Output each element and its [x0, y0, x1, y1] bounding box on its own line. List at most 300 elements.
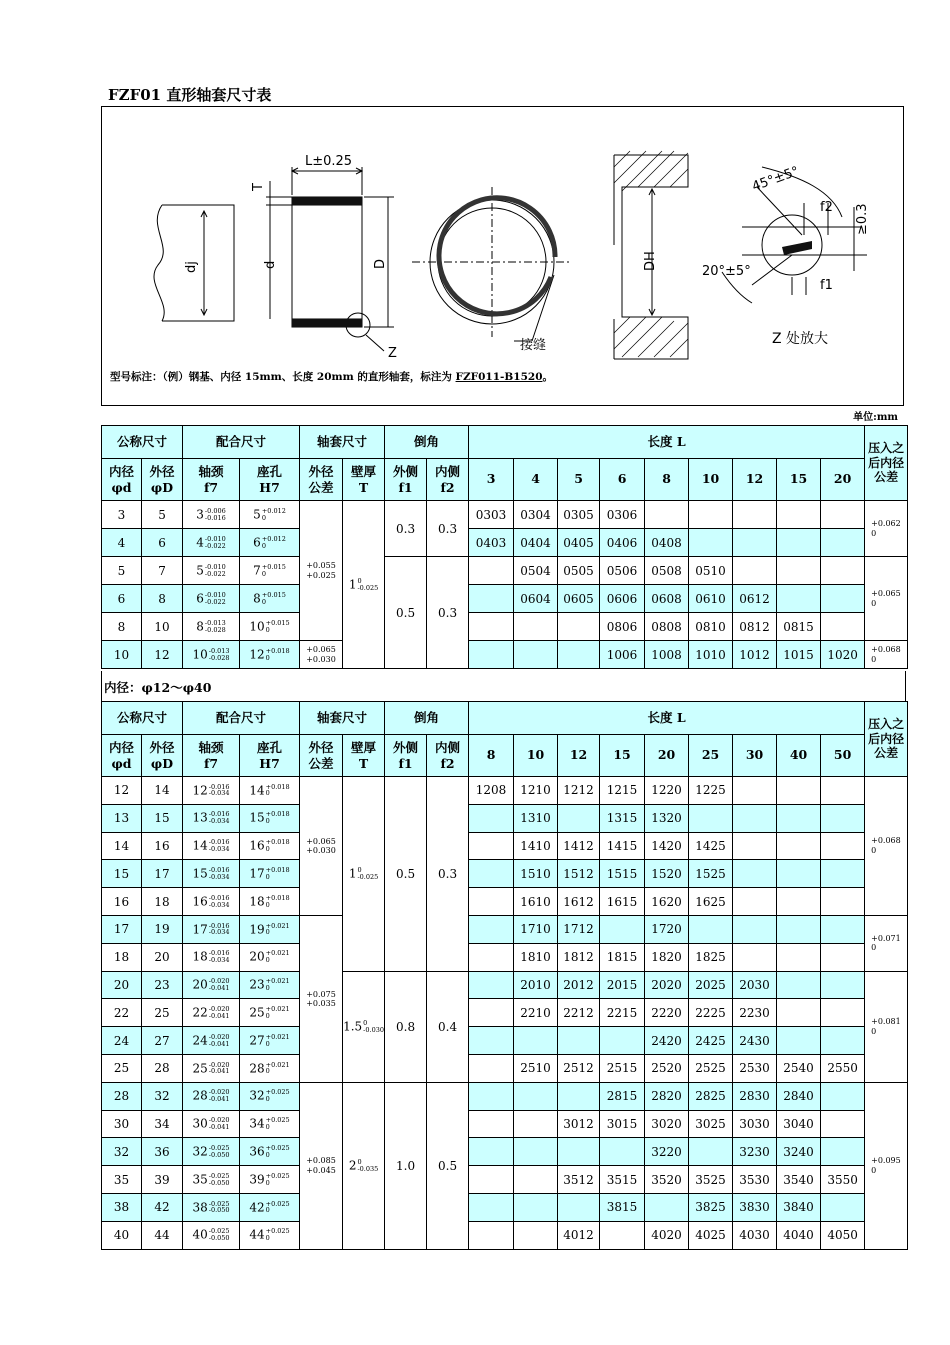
cell-length-code [777, 971, 821, 999]
cell-length-code [469, 888, 514, 916]
cell-od: 5 [142, 501, 183, 529]
header-chamfer: 倒角 [385, 702, 469, 735]
cell-length-code: 2420 [645, 1027, 689, 1055]
tol-limits: -0.016 -0.034 [208, 921, 230, 937]
cell-length-code: 2020 [645, 971, 689, 999]
header-length-col: 8 [645, 459, 689, 501]
header-f1: 外侧 f1 [385, 735, 427, 777]
cell-length-code [821, 501, 865, 529]
unit-label: 单位:mm [853, 412, 898, 423]
tol-limits: +0.018 0 [265, 810, 290, 826]
cell-length-code: 1710 [514, 915, 558, 943]
figure-panel [101, 106, 904, 406]
cell-seat [240, 971, 300, 999]
cell-id: 25 [102, 1054, 142, 1082]
tol-base: 20 [192, 977, 208, 992]
header-sleeve: 轴套尺寸 [300, 426, 385, 459]
tol-base: 38 [192, 1199, 208, 1214]
cell-f1: 0.5 [385, 557, 427, 669]
tol-limits: +0.021 0 [265, 1060, 290, 1076]
cell-length-code [469, 1054, 514, 1082]
table-row [102, 641, 908, 669]
table-row [102, 557, 908, 585]
cell-od: 19 [142, 915, 183, 943]
cell-length-code: 0806 [600, 613, 645, 641]
cell-length-code: 2515 [600, 1054, 645, 1082]
cell-f1: 0.5 [385, 777, 427, 972]
header-wall: 壁厚 T [343, 459, 385, 501]
cell-length-code [558, 1193, 600, 1221]
tol-limits: +0.025 0 [265, 1171, 290, 1187]
cell-shaft [183, 832, 240, 860]
cell-id: 14 [102, 832, 142, 860]
cell-length-code: 1410 [514, 832, 558, 860]
cell-length-code: 2210 [514, 999, 558, 1027]
table-row [102, 1110, 908, 1138]
tol-base: 12 [192, 782, 208, 797]
tol-base: 17 [192, 921, 208, 936]
header-length-col: 10 [514, 735, 558, 777]
header-length-col: 5 [558, 459, 600, 501]
cell-od: 14 [142, 777, 183, 805]
cell-shaft [183, 971, 240, 999]
cell-odtol: +0.075 +0.035 [300, 915, 343, 1082]
page-title: FZF01 直形轴套尺寸表 [108, 86, 272, 104]
cell-length-code: 4050 [821, 1221, 865, 1249]
cell-od: 15 [142, 804, 183, 832]
cell-f2: 0.4 [427, 971, 469, 1082]
cell-shaft [183, 585, 240, 613]
tol-limits: +0.025 0 [265, 1143, 290, 1159]
cell-seat [240, 1193, 300, 1221]
cell-seat [240, 1054, 300, 1082]
cell-id: 13 [102, 804, 142, 832]
cell-od: 27 [142, 1027, 183, 1055]
cell-id: 15 [102, 860, 142, 888]
tol-base: 34 [249, 1116, 265, 1131]
cell-length-code: 2512 [558, 1054, 600, 1082]
tol-base: 8 [196, 619, 204, 633]
cell-seat [240, 943, 300, 971]
cell-od: 39 [142, 1166, 183, 1194]
note-prefix: 型号标注：（例）钢基、内径 15mm、长度 20mm 的直形轴套，标注为 [110, 371, 456, 383]
cell-length-code [777, 557, 821, 585]
tol-limits: +0.015 0 [265, 618, 290, 634]
label-d: d [263, 260, 278, 269]
header-wall: 壁厚 T [343, 735, 385, 777]
cell-length-code: 1012 [733, 641, 777, 669]
cell-length-code: 2015 [600, 971, 645, 999]
header-length-col: 25 [689, 735, 733, 777]
cell-after: +0.065 0 [865, 557, 908, 641]
label-L: L±0.25 [305, 154, 353, 169]
cell-length-code: 1720 [645, 915, 689, 943]
tol-base: 35 [192, 1172, 208, 1187]
tol-limits: -0.020 -0.041 [208, 1032, 230, 1048]
cell-id: 40 [102, 1221, 142, 1249]
cell-seat [240, 999, 300, 1027]
cell-seat [240, 804, 300, 832]
table-row [102, 943, 908, 971]
header-length: 长度 L [469, 702, 865, 735]
table-row [102, 585, 908, 613]
cell-od: 12 [142, 641, 183, 669]
table-row [102, 1221, 908, 1249]
cell-length-code: 4020 [645, 1221, 689, 1249]
tol-base: 4 [196, 535, 204, 549]
table-row [102, 613, 908, 641]
cell-length-code: 2215 [600, 999, 645, 1027]
cell-length-code: 3015 [600, 1110, 645, 1138]
cell-length-code: 1010 [689, 641, 733, 669]
tol-base: 18 [192, 949, 208, 964]
cell-length-code: 3030 [733, 1110, 777, 1138]
tol-limits: -0.025 -0.050 [208, 1143, 230, 1159]
section-band-label: 内径：φ12～φ40 [104, 680, 212, 695]
cell-od: 17 [142, 860, 183, 888]
table-row [102, 832, 908, 860]
table-row [102, 777, 908, 805]
tol-base: 39 [249, 1172, 265, 1187]
header-after: 压入之后内径公差 [865, 702, 908, 777]
table-row [102, 1193, 908, 1221]
tol-limits: -0.016 -0.034 [208, 782, 230, 798]
cell-od: 25 [142, 999, 183, 1027]
cell-od: 23 [142, 971, 183, 999]
cell-length-code [777, 501, 821, 529]
tol-limits: +0.018 0 [265, 838, 290, 853]
cell-length-code [469, 915, 514, 943]
cell-length-code [558, 804, 600, 832]
cell-length-code [600, 1027, 645, 1055]
table-row [102, 1054, 908, 1082]
cell-length-code: 0504 [514, 557, 558, 585]
cell-length-code [469, 943, 514, 971]
header-nominal: 公称尺寸 [102, 426, 183, 459]
tol-limits: +0.021 0 [265, 977, 290, 992]
header-length-col: 3 [469, 459, 514, 501]
label-zoom: Z 处放大 [772, 331, 829, 347]
label-seam: 接缝 [520, 338, 547, 353]
cell-length-code [821, 1138, 865, 1166]
header-shaft: 轴颈 f7 [183, 735, 240, 777]
cell-length-code [733, 860, 777, 888]
cell-after: +0.095 0 [865, 1082, 908, 1249]
header-length-col: 50 [821, 735, 865, 777]
cell-length-code: 1620 [645, 888, 689, 916]
cell-length-code [777, 1027, 821, 1055]
tol-limits: +0.018 0 [265, 893, 290, 909]
cell-length-code: 0810 [689, 613, 733, 641]
cell-length-code [514, 613, 558, 641]
header-after: 压入之后内径公差 [865, 426, 908, 501]
cell-length-code [733, 777, 777, 805]
cell-length-code: 3520 [645, 1166, 689, 1194]
tol-base: 16 [249, 838, 265, 853]
tol-base: 25 [249, 1005, 265, 1020]
cell-length-code: 3825 [689, 1193, 733, 1221]
tol-base: 18 [249, 894, 265, 909]
cell-length-code [514, 1138, 558, 1166]
cell-length-code [469, 585, 514, 613]
tol-limits: +0.015 0 [261, 590, 286, 606]
cell-length-code: 3840 [777, 1193, 821, 1221]
cell-length-code: 3525 [689, 1166, 733, 1194]
cell-f2: 0.5 [427, 1082, 469, 1249]
cell-length-code [733, 888, 777, 916]
cell-length-code [689, 1138, 733, 1166]
cell-length-code [469, 1027, 514, 1055]
header-length-col: 12 [558, 735, 600, 777]
cell-length-code: 1812 [558, 943, 600, 971]
cell-length-code [777, 804, 821, 832]
cell-length-code [514, 1082, 558, 1110]
section-band [101, 671, 906, 701]
cell-length-code [689, 915, 733, 943]
cell-length-code: 1825 [689, 943, 733, 971]
cell-length-code: 1610 [514, 888, 558, 916]
cell-length-code: 3230 [733, 1138, 777, 1166]
cell-length-code: 0604 [514, 585, 558, 613]
cell-f1: 1.0 [385, 1082, 427, 1249]
cell-length-code: 1015 [777, 641, 821, 669]
tol-limits: -0.020 -0.041 [208, 1060, 230, 1076]
cell-id: 5 [102, 557, 142, 585]
table-row [102, 915, 908, 943]
cell-length-code [469, 971, 514, 999]
cell-seat [240, 1082, 300, 1110]
cell-length-code: 1215 [600, 777, 645, 805]
cell-length-code: 2525 [689, 1054, 733, 1082]
tol-limits: -0.025 -0.050 [208, 1199, 230, 1215]
cell-length-code [821, 585, 865, 613]
cell-length-code: 1310 [514, 804, 558, 832]
bushing-drawing [102, 107, 903, 405]
cell-length-code [469, 1082, 514, 1110]
tol-limits: +0.021 0 [265, 949, 290, 965]
cell-f2: 0.3 [427, 557, 469, 669]
cell-length-code: 4012 [558, 1221, 600, 1249]
cell-length-code [821, 529, 865, 557]
cell-length-code: 1612 [558, 888, 600, 916]
tol-base: 28 [192, 1088, 208, 1103]
cell-after: +0.068 0 [865, 777, 908, 916]
tol-limits: +0.021 0 [265, 1004, 290, 1020]
header-nominal: 公称尺寸 [102, 702, 183, 735]
tol-limits: -0.020 -0.041 [208, 1088, 230, 1104]
cell-length-code: 0812 [733, 613, 777, 641]
cell-length-code [514, 1027, 558, 1055]
cell-length-code: 2550 [821, 1054, 865, 1082]
cell-seat [240, 777, 300, 805]
label-min: ≥0.3 [855, 203, 870, 235]
tol-base: 24 [192, 1033, 208, 1048]
tol-limits: -0.016 -0.034 [208, 838, 230, 853]
tol-limits: -0.016 -0.034 [208, 949, 230, 965]
cell-length-code [689, 501, 733, 529]
cell-od: 34 [142, 1110, 183, 1138]
tol-limits: +0.018 0 [265, 646, 290, 662]
tol-limits: +0.025 0 [265, 1227, 290, 1243]
table-row [102, 1082, 908, 1110]
tol-base: 1.5 [343, 1019, 363, 1034]
cell-length-code [777, 999, 821, 1027]
header-od: 外径 φD [142, 459, 183, 501]
cell-seat [240, 1221, 300, 1249]
cell-length-code: 0605 [558, 585, 600, 613]
label-angle1: 45°±5° [750, 164, 802, 195]
label-f1: f1 [820, 278, 833, 293]
tol-base: 3 [196, 507, 204, 521]
tol-base: 13 [192, 810, 208, 825]
header-length-col: 12 [733, 459, 777, 501]
cell-length-code: 1210 [514, 777, 558, 805]
header-length-col: 15 [777, 459, 821, 501]
cell-length-code [469, 1193, 514, 1221]
cell-length-code [514, 1193, 558, 1221]
header-fit: 配合尺寸 [183, 426, 300, 459]
cell-shaft [183, 557, 240, 585]
cell-od: 6 [142, 529, 183, 557]
cell-length-code: 0510 [689, 557, 733, 585]
cell-id: 24 [102, 1027, 142, 1055]
tol-limits: -0.020 -0.041 [208, 1004, 230, 1020]
cell-length-code [600, 1221, 645, 1249]
cell-length-code [600, 1138, 645, 1166]
tol-limits: -0.010 -0.022 [204, 534, 226, 550]
cell-after: +0.071 0 [865, 915, 908, 971]
cell-length-code: 1208 [469, 777, 514, 805]
cell-wall [343, 777, 385, 972]
cell-length-code [514, 1166, 558, 1194]
tol-base: 15 [192, 866, 208, 881]
tol-limits: -0.013 -0.028 [208, 646, 230, 662]
cell-length-code: 0303 [469, 501, 514, 529]
cell-length-code: 1225 [689, 777, 733, 805]
tol-limits: -0.016 -0.034 [208, 810, 230, 826]
cell-length-code [821, 1193, 865, 1221]
cell-id: 18 [102, 943, 142, 971]
cell-id: 16 [102, 888, 142, 916]
cell-shaft [183, 777, 240, 805]
cell-length-code: 3025 [689, 1110, 733, 1138]
cell-length-code: 1512 [558, 860, 600, 888]
tol-base: 5 [196, 563, 204, 577]
tol-base: 32 [192, 1144, 208, 1159]
cell-length-code: 1320 [645, 804, 689, 832]
cell-length-code [469, 999, 514, 1027]
cell-length-code: 0403 [469, 529, 514, 557]
cell-length-code [733, 915, 777, 943]
cell-length-code: 3830 [733, 1193, 777, 1221]
tol-base: 1 [348, 577, 357, 591]
tol-limits: +0.012 0 [261, 534, 286, 550]
tol-base: 7 [253, 563, 261, 577]
cell-length-code [733, 943, 777, 971]
tol-base: 1 [348, 866, 357, 881]
cell-length-code [558, 641, 600, 669]
cell-shaft [183, 1166, 240, 1194]
cell-length-code: 3012 [558, 1110, 600, 1138]
tol-base: 6 [196, 591, 204, 605]
cell-id: 20 [102, 971, 142, 999]
tol-limits: 0 -0.025 [357, 576, 379, 592]
note-code: FZF011-B1520 [455, 371, 543, 383]
cell-length-code [733, 529, 777, 557]
cell-length-code: 0815 [777, 613, 821, 641]
cell-id: 8 [102, 613, 142, 641]
cell-od: 10 [142, 613, 183, 641]
cell-length-code [777, 529, 821, 557]
cell-length-code [469, 804, 514, 832]
cell-length-code: 2030 [733, 971, 777, 999]
tol-limits: -0.016 -0.034 [208, 865, 230, 881]
label-D: D [373, 258, 388, 269]
header-length-col: 10 [689, 459, 733, 501]
cell-length-code [558, 1027, 600, 1055]
cell-seat [240, 860, 300, 888]
size-table-1 [101, 425, 908, 669]
header-id: 内径 φd [102, 459, 142, 501]
tol-base: 12 [249, 647, 265, 661]
model-note [110, 369, 553, 384]
cell-id: 32 [102, 1138, 142, 1166]
header-seat: 座孔 H7 [240, 459, 300, 501]
label-Z: Z [388, 346, 397, 361]
cell-shaft [183, 1110, 240, 1138]
label-f2: f2 [820, 200, 833, 215]
tol-limits: -0.013 -0.028 [204, 618, 226, 634]
cell-od: 8 [142, 585, 183, 613]
header-length-col: 20 [645, 735, 689, 777]
cell-length-code: 3220 [645, 1138, 689, 1166]
cell-length-code: 1415 [600, 832, 645, 860]
tol-base: 25 [192, 1060, 208, 1075]
cell-length-code: 0610 [689, 585, 733, 613]
cell-shaft [183, 1027, 240, 1055]
cell-length-code: 2220 [645, 999, 689, 1027]
cell-length-code [821, 1082, 865, 1110]
cell-length-code [645, 1193, 689, 1221]
cell-length-code [469, 1138, 514, 1166]
cell-seat [240, 1110, 300, 1138]
label-angle2: 20°±5° [702, 264, 751, 279]
cell-length-code [821, 971, 865, 999]
tol-base: 6 [253, 535, 261, 549]
tol-base: 16 [192, 894, 208, 909]
cell-length-code: 2225 [689, 999, 733, 1027]
cell-length-code: 1212 [558, 777, 600, 805]
cell-length-code: 2520 [645, 1054, 689, 1082]
cell-shaft [183, 915, 240, 943]
tol-limits: -0.010 -0.022 [204, 562, 226, 578]
tol-limits: +0.025 0 [265, 1116, 290, 1131]
cell-shaft [183, 860, 240, 888]
table-row [102, 888, 908, 916]
cell-length-code: 2430 [733, 1027, 777, 1055]
cell-length-code [821, 557, 865, 585]
cell-seat [240, 1166, 300, 1194]
header-od: 外径 φD [142, 735, 183, 777]
cell-od: 42 [142, 1193, 183, 1221]
cell-length-code: 1515 [600, 860, 645, 888]
header-length-col: 8 [469, 735, 514, 777]
header-length-col: 20 [821, 459, 865, 501]
tol-limits: +0.025 0 [265, 1199, 290, 1215]
header-chamfer: 倒角 [385, 426, 469, 459]
tol-limits: +0.018 0 [265, 782, 290, 798]
cell-length-code: 2825 [689, 1082, 733, 1110]
